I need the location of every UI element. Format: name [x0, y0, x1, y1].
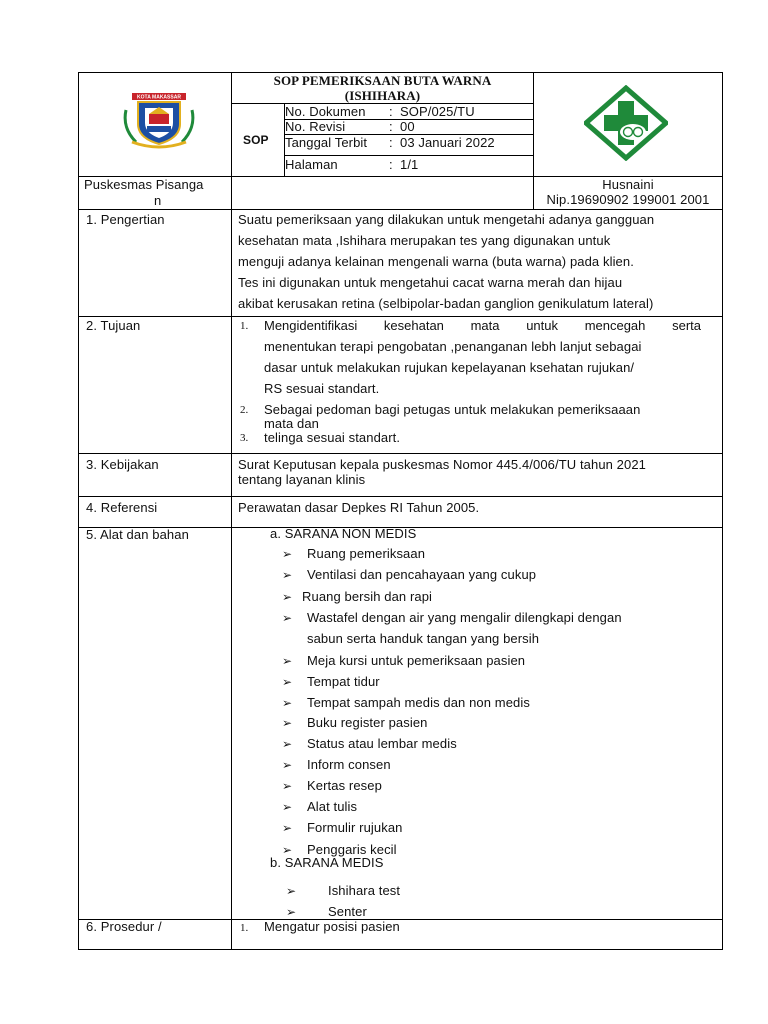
non-medis-item: Tempat sampah medis dan non medis [307, 695, 530, 710]
pengertian-line: kesehatan mata ,Ishihara merupakan tes yang digunakan untuk [238, 233, 611, 248]
arrow-bullet-icon: ➢ [282, 779, 293, 793]
medis-item: Ishihara test [328, 883, 401, 898]
list-number: 1. [240, 922, 249, 934]
list-number: 3. [240, 432, 249, 444]
page-sep: : [389, 157, 393, 172]
organization-name-line2: n [154, 193, 162, 208]
arrow-bullet-icon: ➢ [282, 821, 293, 835]
organization-name-line1: Puskesmas Pisanga [84, 177, 204, 192]
prosedur-item1: Mengatur posisi pasien [264, 919, 400, 934]
health-cross-icon [584, 85, 668, 161]
page-label: Halaman [285, 157, 338, 172]
tujuan-item1-line: RS sesuai standart. [264, 381, 380, 396]
revision-value: 00 [400, 119, 415, 134]
referensi-text: Perawatan dasar Depkes RI Tahun 2005. [238, 500, 480, 515]
pengertian-line: akibat kerusakan retina (selbipolar-badan ganglion genikulatum lateral) [238, 296, 654, 311]
medis-heading: b. SARANA MEDIS [270, 855, 384, 870]
arrow-bullet-icon: ➢ [282, 800, 293, 814]
section-label-alat: 5. Alat dan bahan [86, 527, 189, 542]
kebijakan-line2: tentang layanan klinis [238, 472, 366, 487]
revision-sep: : [389, 119, 393, 134]
svg-text:KOTA MAKASSAR: KOTA MAKASSAR [137, 94, 181, 101]
document-title-line2: (ISHIHARA) [344, 88, 421, 103]
non-medis-item: Inform consen [307, 757, 391, 772]
non-medis-item: Formulir rujukan [307, 820, 403, 835]
non-medis-item: Ruang pemeriksaan [307, 546, 426, 561]
arrow-bullet-icon: ➢ [282, 716, 293, 730]
section-label-prosedur: 6. Prosedur / [86, 919, 162, 934]
city-emblem-icon [118, 90, 200, 150]
arrow-bullet-icon: ➢ [282, 843, 293, 857]
document-title-line1: SOP PEMERIKSAAN BUTA WARNA [273, 73, 492, 88]
non-medis-item: Wastafel dengan air yang mengalir dilengkapi dengan [307, 610, 622, 625]
doc-number-value: SOP/025/TU [400, 104, 475, 119]
tujuan-item1-line: dasar untuk melakukan rujukan kepelayanan ksehatan rujukan/ [264, 360, 635, 375]
tujuan-item1-line: menentukan terapi pengobatan ,penanganan lebh lanjut sebagai [264, 339, 642, 354]
non-medis-item: Status atau lembar medis [307, 736, 457, 751]
tujuan-item2-line1: Sebagai pedoman bagi petugas untuk melakukan pemeriksaaan [264, 402, 641, 417]
word: mencegah [584, 318, 646, 333]
word: untuk [526, 318, 558, 333]
section-label-tujuan: 2. Tujuan [86, 318, 141, 333]
non-medis-item: sabun serta handuk tangan yang bersih [307, 631, 540, 646]
issue-date-value: 03 Januari 2022 [400, 135, 495, 150]
arrow-bullet-icon: ➢ [282, 737, 293, 751]
signer-name: Husnaini [602, 177, 654, 192]
word: Mengidentifikasi [264, 318, 358, 333]
medis-item: Senter [328, 904, 367, 919]
non-medis-item: Kertas resep [307, 778, 382, 793]
pengertian-line: Suatu pemeriksaan yang dilakukan untuk mengetahi adanya gangguan [238, 212, 655, 227]
non-medis-item: Buku register pasien [307, 715, 428, 730]
pengertian-line: Tes ini digunakan untuk mengetahui cacat warna merah dan hijau [238, 275, 623, 290]
section-label-pengertian: 1. Pengertian [86, 212, 165, 227]
list-number: 1. [240, 320, 249, 332]
issue-date-sep: : [389, 135, 393, 150]
sop-label: SOP [243, 133, 269, 147]
tujuan-item3: telinga sesuai standart. [264, 430, 401, 445]
revision-label: No. Revisi [285, 119, 346, 134]
list-number: 2. [240, 404, 249, 416]
signer-nip: Nip.19690902 199001 2001 [546, 192, 710, 207]
non-medis-item: Ventilasi dan pencahayaan yang cukup [307, 567, 537, 582]
non-medis-heading: a. SARANA NON MEDIS [270, 526, 417, 541]
section-label-kebijakan: 3. Kebijakan [86, 457, 159, 472]
doc-number-sep: : [389, 104, 393, 119]
arrow-bullet-icon: ➢ [286, 905, 297, 919]
arrow-bullet-icon: ➢ [282, 654, 293, 668]
word: mata [470, 318, 500, 333]
non-medis-item: Meja kursi untuk pemeriksaan pasien [307, 653, 526, 668]
section-label-referensi: 4. Referensi [86, 500, 158, 515]
issue-date-label: Tanggal Terbit [285, 135, 368, 150]
kebijakan-line1: Surat Keputusan kepala puskesmas Nomor 445.4/006/TU tahun 2021 [238, 457, 647, 472]
arrow-bullet-icon: ➢ [282, 590, 293, 604]
arrow-bullet-icon: ➢ [282, 568, 293, 582]
tujuan-item1-first-line [264, 318, 701, 334]
arrow-bullet-icon: ➢ [282, 547, 293, 561]
arrow-bullet-icon: ➢ [282, 758, 293, 772]
non-medis-item: Tempat tidur [307, 674, 380, 689]
non-medis-item: Alat tulis [307, 799, 358, 814]
page-value: 1/1 [400, 157, 419, 172]
pengertian-line: menguji adanya kelainan mengenali warna (buta warna) pada klien. [238, 254, 634, 269]
doc-number-label: No. Dokumen [285, 104, 366, 119]
word: serta [672, 318, 701, 333]
tujuan-item2-line2: mata dan [264, 416, 320, 431]
arrow-bullet-icon: ➢ [282, 675, 293, 689]
arrow-bullet-icon: ➢ [286, 884, 297, 898]
arrow-bullet-icon: ➢ [282, 696, 293, 710]
non-medis-item: Ruang bersih dan rapi [302, 589, 433, 604]
arrow-bullet-icon: ➢ [282, 611, 293, 625]
word: kesehatan [383, 318, 444, 333]
non-medis-item: Penggaris kecil [307, 842, 397, 857]
